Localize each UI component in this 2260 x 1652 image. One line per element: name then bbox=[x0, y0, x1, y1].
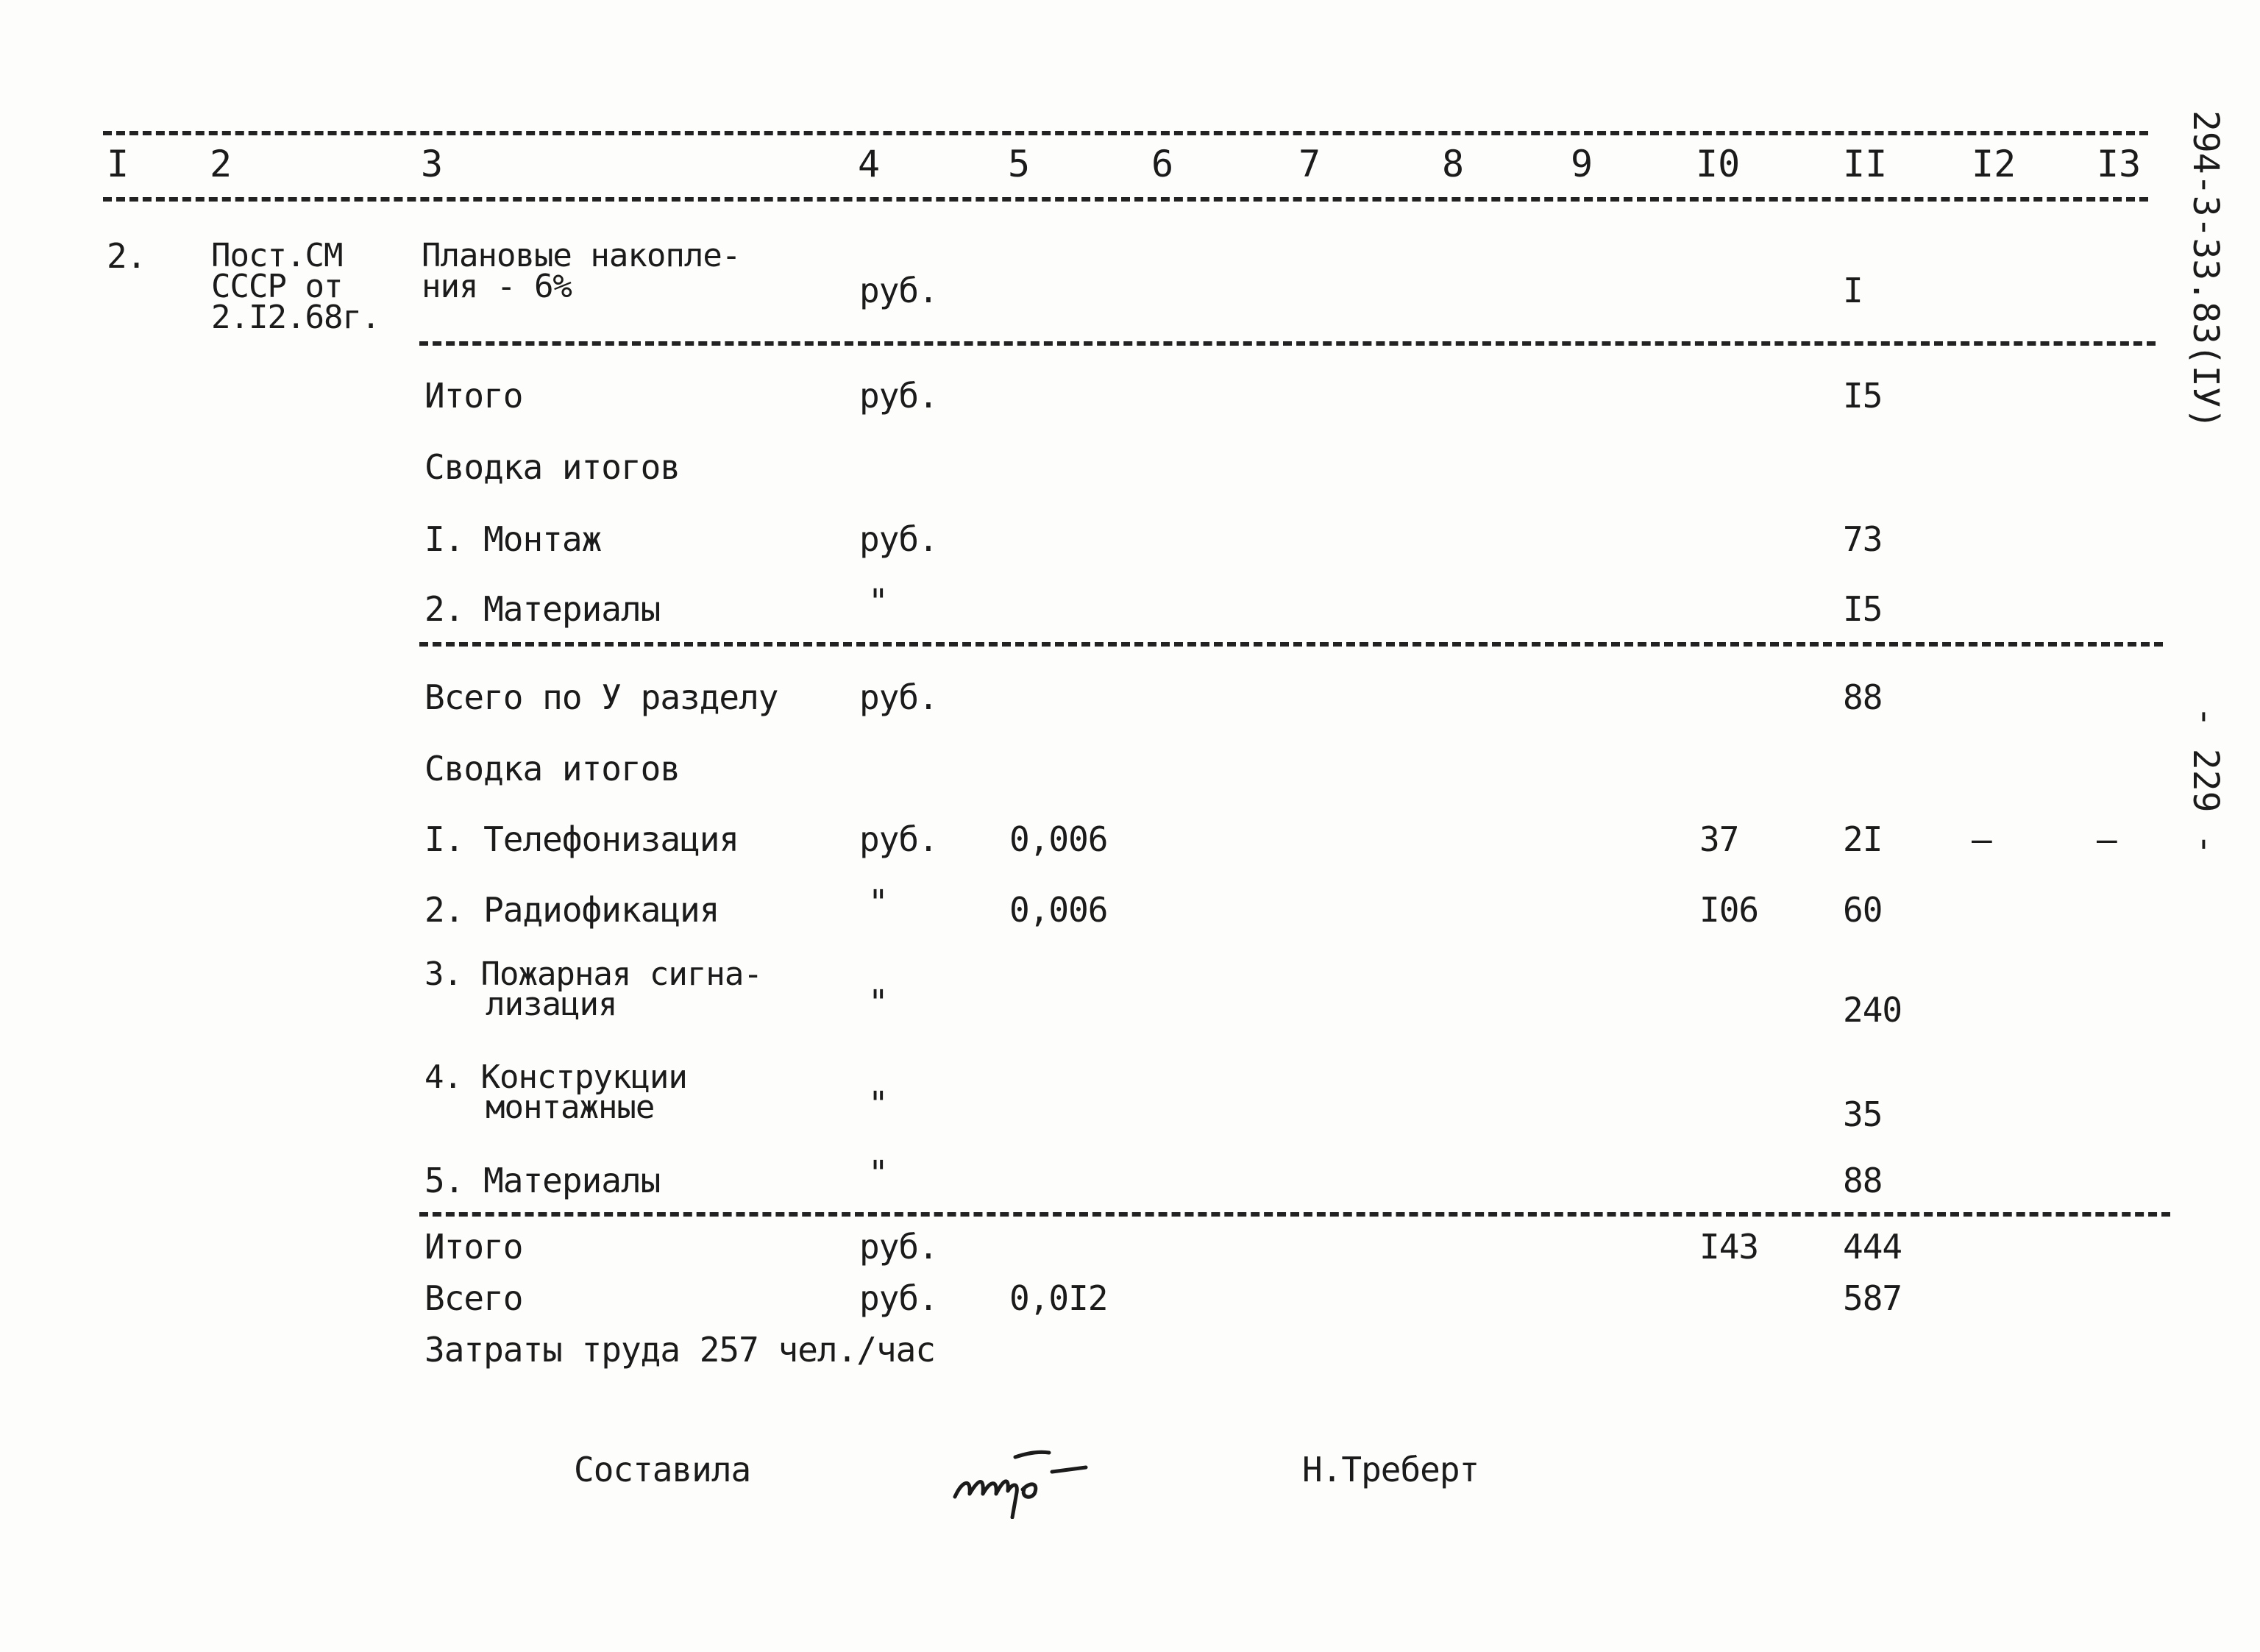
item-fire-alarm-line1: 3. Пожарная сигна- bbox=[424, 955, 762, 993]
col-header-7: 7 bbox=[1298, 143, 1321, 185]
row-name-line1: Плановые накопле- bbox=[422, 237, 741, 274]
grand-total-col5: 0,0I2 bbox=[1009, 1278, 1108, 1318]
row-number: 2. bbox=[107, 236, 146, 276]
grand-subtotal-unit: руб. bbox=[859, 1227, 938, 1267]
item-materials-unit: " bbox=[868, 1153, 888, 1193]
header-top-rule bbox=[103, 131, 2148, 135]
section-total-col11: 88 bbox=[1843, 677, 1883, 717]
grand-subtotal-col11: 444 bbox=[1843, 1227, 1902, 1267]
summary-heading-2: Сводка итогов bbox=[424, 749, 681, 788]
col-header-5: 5 bbox=[1008, 143, 1031, 185]
col-header-13: I3 bbox=[2097, 143, 2142, 185]
item-fire-alarm-col11: 240 bbox=[1843, 990, 1902, 1030]
col-header-2: 2 bbox=[210, 143, 232, 185]
item-structures-line2: монтажные bbox=[486, 1089, 655, 1126]
item-telephony-col11: 2I bbox=[1843, 819, 1883, 859]
summary-item-mounting-unit: руб. bbox=[859, 519, 938, 559]
summary-heading: Сводка итогов bbox=[424, 447, 681, 487]
item-radio-col5: 0,006 bbox=[1009, 890, 1108, 930]
total-unit: руб. bbox=[859, 376, 938, 416]
item-structures-unit: " bbox=[868, 1084, 888, 1124]
grand-total-unit: руб. bbox=[859, 1278, 938, 1318]
item-materials-col11: 88 bbox=[1843, 1161, 1883, 1200]
grand-subtotal-label: Итого bbox=[424, 1227, 523, 1267]
compiled-by-label: Составила bbox=[574, 1450, 751, 1489]
row-separator-rule bbox=[419, 341, 2156, 346]
col-header-9: 9 bbox=[1571, 143, 1593, 185]
summary-item-mounting-col11: 73 bbox=[1843, 519, 1883, 559]
row-name-line2: ния - 6% bbox=[422, 268, 572, 305]
row-col11: I bbox=[1843, 271, 1863, 310]
item-telephony-col10: 37 bbox=[1699, 819, 1739, 859]
final-separator-rule bbox=[419, 1212, 2170, 1217]
col-header-10: I0 bbox=[1696, 143, 1741, 185]
section-separator-rule bbox=[419, 642, 2163, 647]
item-telephony-col5: 0,006 bbox=[1009, 819, 1108, 859]
summary-item-materials: 2. Материалы bbox=[424, 589, 661, 629]
section-total-label: Всего по У разделу bbox=[424, 677, 778, 717]
summary-item-mounting: I. Монтаж bbox=[424, 519, 602, 559]
grand-total-col11: 587 bbox=[1843, 1278, 1902, 1318]
total-col11: I5 bbox=[1843, 376, 1883, 416]
item-telephony-col13: – bbox=[2097, 819, 2117, 859]
item-materials: 5. Материалы bbox=[424, 1161, 661, 1200]
item-radio-unit: " bbox=[868, 883, 888, 922]
col-header-3: 3 bbox=[421, 143, 444, 185]
item-fire-alarm-line2: лизация bbox=[486, 986, 617, 1023]
item-fire-alarm-unit: " bbox=[868, 983, 888, 1022]
margin-document-code: 294-3-33.83(IУ) bbox=[2185, 110, 2226, 430]
item-telephony-unit: руб. bbox=[859, 819, 938, 859]
row-basis-line1: Пост.СМ bbox=[211, 237, 343, 274]
row-basis-line3: 2.I2.68г. bbox=[211, 299, 380, 336]
item-radio-col11: 60 bbox=[1843, 890, 1883, 930]
col-header-1: I bbox=[107, 143, 129, 185]
col-header-6: 6 bbox=[1151, 143, 1174, 185]
col-header-12: I2 bbox=[1972, 143, 2016, 185]
section-total-unit: руб. bbox=[859, 677, 938, 717]
col-header-8: 8 bbox=[1442, 143, 1465, 185]
header-bottom-rule bbox=[103, 197, 2148, 202]
grand-total-label: Всего bbox=[424, 1278, 523, 1318]
total-label: Итого bbox=[424, 376, 523, 416]
col-header-11: II bbox=[1843, 143, 1888, 185]
item-telephony: I. Телефонизация bbox=[424, 819, 739, 859]
handwritten-signature bbox=[942, 1438, 1104, 1519]
item-structures-line1: 4. Конструкции bbox=[424, 1058, 687, 1096]
signer-name: Н.Треберт bbox=[1302, 1450, 1479, 1489]
margin-page-number: - 229 - bbox=[2185, 706, 2226, 855]
labor-costs: Затраты труда 257 чел./час bbox=[424, 1330, 936, 1370]
item-radio: 2. Радиофикация bbox=[424, 890, 719, 930]
row-basis-line2: СССР от bbox=[211, 268, 343, 305]
summary-item-materials-unit: " bbox=[868, 582, 888, 622]
item-radio-col10: I06 bbox=[1699, 890, 1759, 930]
col-header-4: 4 bbox=[858, 143, 881, 185]
row-unit: руб. bbox=[859, 271, 938, 310]
item-structures-col11: 35 bbox=[1843, 1094, 1883, 1134]
grand-subtotal-col10: I43 bbox=[1699, 1227, 1759, 1267]
summary-item-materials-col11: I5 bbox=[1843, 589, 1883, 629]
item-telephony-col12: – bbox=[1972, 819, 1991, 859]
